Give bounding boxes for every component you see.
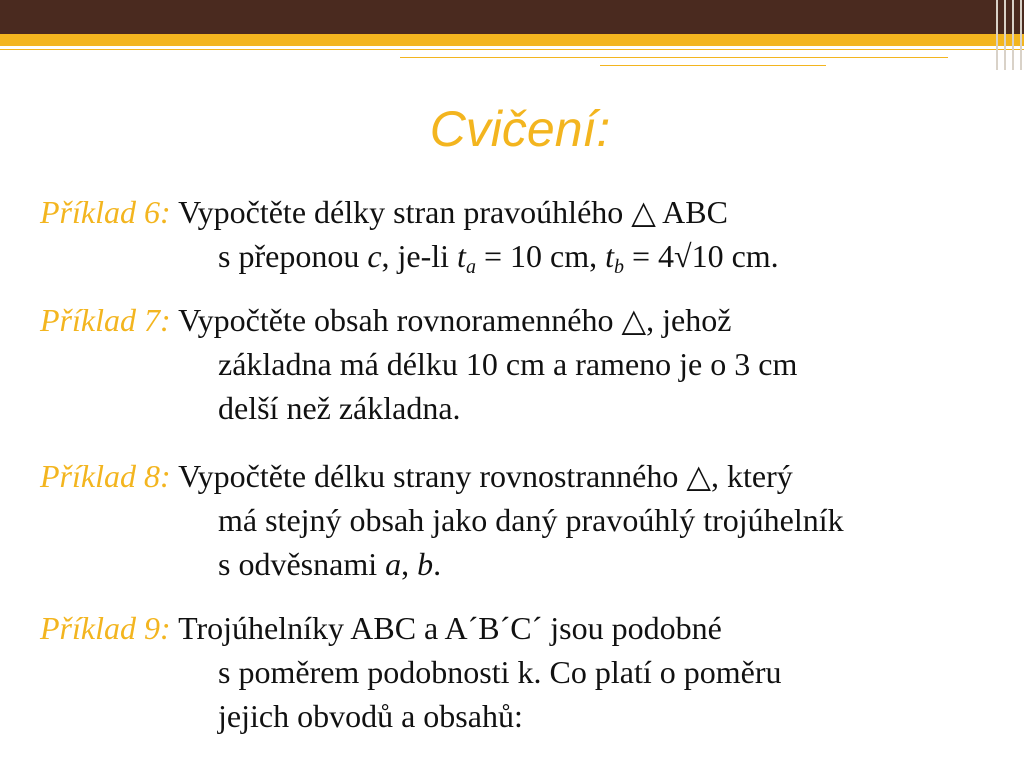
example-7-line-2: základna má délku 10 cm a rameno je o 3 cm — [218, 346, 798, 382]
example-6-text-2b: , je-li — [381, 238, 458, 274]
example-7-text-1: Vypočtěte obsah rovnoramenného △, jehož — [178, 302, 732, 338]
decor-vline-4 — [1020, 0, 1022, 70]
example-8-line-1 — [40, 454, 844, 498]
example-9-line-1 — [40, 606, 782, 650]
example-6-var-t2: t — [605, 238, 614, 274]
example-8-text-3a: s odvěsnami — [218, 546, 386, 582]
slide-title: Cvičení: — [429, 101, 611, 157]
example-7 — [40, 298, 797, 430]
example-9-line-3: jejich obvodů a obsahů: — [218, 698, 523, 734]
example-7-line-3: delší než základna. — [218, 390, 461, 426]
example-6-text-2e: = 4√10 cm. — [623, 238, 779, 274]
example-6-label: Příklad 6: — [40, 194, 171, 230]
example-8-line-3 — [40, 542, 844, 586]
example-6-sub-a: a — [465, 256, 476, 278]
example-8-var-b: b — [417, 546, 434, 582]
example-8-text-1: Vypočtěte délku strany rovnostranného △, který — [178, 458, 793, 494]
example-6-line-1 — [40, 190, 779, 234]
example-8 — [40, 454, 844, 586]
example-6-sub-b: b — [613, 256, 624, 278]
example-9 — [40, 606, 782, 738]
decor-rule-3 — [600, 65, 826, 66]
decor-rule-1 — [0, 49, 1024, 50]
decor-vline-1 — [996, 0, 998, 70]
example-6-var-c: c — [367, 238, 382, 274]
example-6-text-2a: s přeponou — [218, 238, 368, 274]
example-9-label: Příklad 9: — [40, 610, 171, 646]
example-8-text-3c: , — [401, 546, 418, 582]
example-8-line-2: má stejný obsah jako daný pravoúhlý trojúhelník — [218, 502, 844, 538]
decor-rule-2 — [400, 57, 948, 58]
example-8-text-3e: . — [433, 546, 442, 582]
example-6-text-1: Vypočtěte délky stran pravoúhlého △ ABC — [178, 194, 728, 230]
example-6-line-2 — [40, 234, 779, 278]
example-8-label: Příklad 8: — [40, 458, 171, 494]
example-9-line-2: s poměrem podobnosti k. Co platí o poměru — [218, 654, 782, 690]
header-dark-band — [0, 0, 1024, 34]
example-9-text-1: Trojúhelníky ABC a A´B´C´ jsou podobné — [178, 610, 722, 646]
example-6-text-2d: = 10 cm, — [475, 238, 606, 274]
decor-vline-3 — [1012, 0, 1014, 70]
example-8-var-a: a — [385, 546, 402, 582]
example-6 — [40, 190, 779, 278]
example-7-label: Příklad 7: — [40, 302, 171, 338]
example-7-line-1 — [40, 298, 797, 342]
decor-vline-2 — [1004, 0, 1006, 70]
example-6-var-t1: t — [457, 238, 466, 274]
header-gold-band — [0, 34, 1024, 46]
